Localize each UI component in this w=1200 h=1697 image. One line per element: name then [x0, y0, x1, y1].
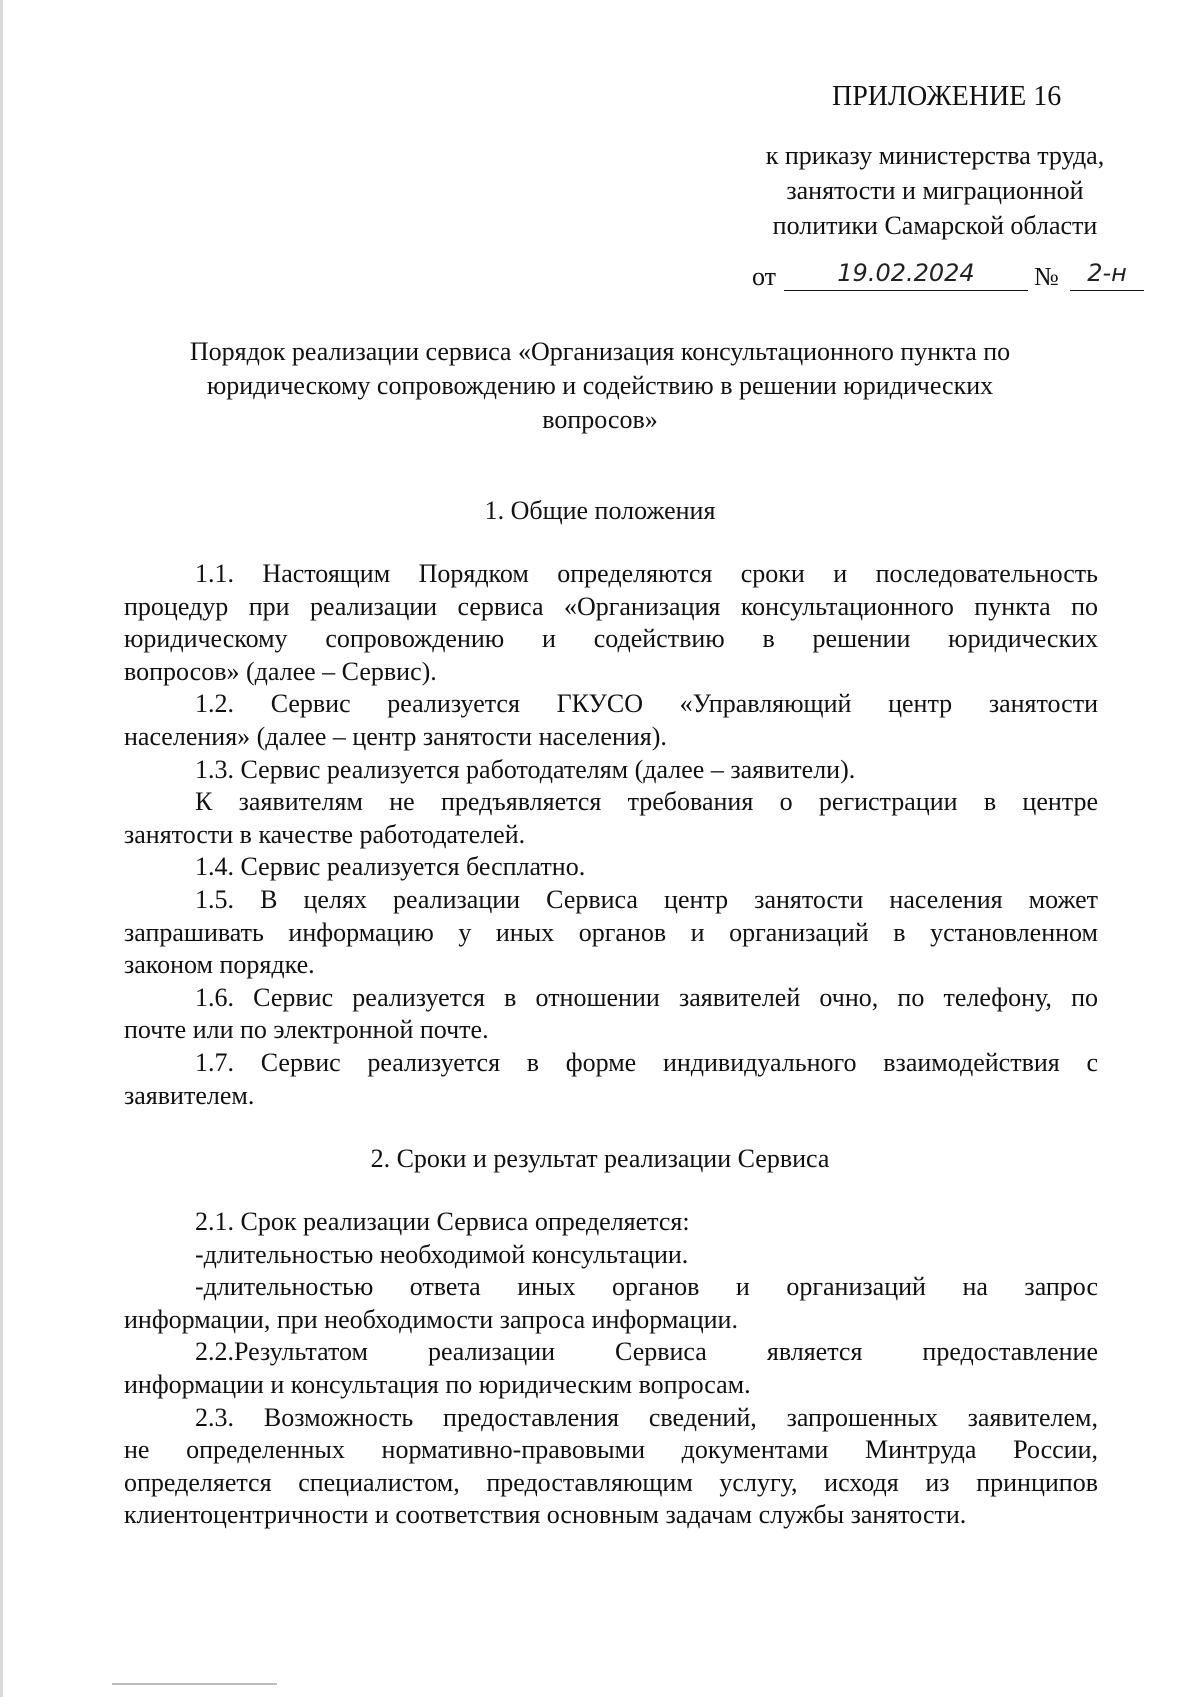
paragraph-line: клиентоцентричности и соответствия основным задачам службы занятости. — [124, 1500, 967, 1530]
order-reference-line: политики Самарской области — [772, 211, 1098, 240]
handwritten-date: 19.02.2024 — [784, 258, 1028, 291]
paragraph-line: -длительностью необходимой консультации. — [195, 1239, 689, 1269]
paragraph-line: 1.3. Сервис реализуется работодателям (далее – заявители). — [195, 754, 856, 784]
document-title-line: вопросов» — [542, 405, 658, 434]
document-title-line: Порядок реализации сервиса «Организация консультационного пункта по — [189, 337, 1011, 366]
paragraph — [124, 754, 1098, 787]
order-date-number-line — [752, 258, 1144, 298]
paragraph-line: К заявителям не предъявляется требования о регистрации в центре — [195, 787, 1098, 817]
paragraph — [124, 1206, 1098, 1239]
paragraph-line: 1.1. Настоящим Порядком определяются сроки и последовательность — [195, 559, 1098, 588]
paragraph — [124, 1271, 1098, 1336]
paragraph — [124, 982, 1098, 1047]
paragraph-line: запрашивать информацию у иных органов и организаций в установленном — [124, 917, 1098, 947]
section-heading: 1. Общие положения — [484, 496, 716, 525]
scan-edge — [0, 0, 3, 1697]
paragraph — [124, 1402, 1098, 1532]
paragraph-line: 1.5. В целях реализации Сервиса центр занятости населения может — [195, 884, 1098, 914]
paragraph-line: информации, при необходимости запроса информации. — [124, 1304, 738, 1334]
paragraph-line: информации и консультация по юридическим вопросам. — [124, 1369, 751, 1399]
paragraph-line: вопросов» (далее – Сервис). — [124, 656, 437, 686]
paragraph-line: не определенных нормативно-правовыми документами Минтруда России, — [124, 1435, 1098, 1465]
paragraph-line: законом порядке. — [124, 950, 315, 980]
paragraph — [124, 786, 1098, 851]
paragraph-line: 2.2.Результатом реализации Сервиса является предоставление — [195, 1337, 1098, 1367]
paragraph — [124, 884, 1098, 982]
date-prefix: от — [752, 262, 777, 291]
paragraph-line: -длительностью ответа иных органов и организаций на запрос — [195, 1272, 1098, 1302]
paragraph — [124, 1047, 1098, 1112]
paragraph-line: юридическому сопровождению и содействию в решении юридических — [124, 624, 1098, 654]
paragraph-line: 1.7. Сервис реализуется в форме индивидуального взаимодействия с — [195, 1047, 1098, 1077]
section-heading: 2. Сроки и результат реализации Сервиса — [370, 1144, 830, 1173]
paragraph-line: 2.1. Срок реализации Сервиса определяется: — [195, 1207, 690, 1236]
paragraph-line: почте или по электронной почте. — [124, 1015, 489, 1045]
paragraph-line: 1.4. Сервис реализуется бесплатно. — [195, 852, 586, 882]
paragraph — [124, 688, 1098, 753]
order-reference-line: занятости и миграционной — [786, 176, 1084, 205]
document-title — [150, 335, 1050, 437]
paragraph-line: определяется специалистом, предоставляющим услугу, исходя из принципов — [124, 1467, 1098, 1497]
paragraph-line: 1.2. Сервис реализуется ГКУСО «Управляющий центр занятости — [195, 689, 1098, 719]
paragraph-line: 1.6. Сервис реализуется в отношении заявителей очно, по телефону, по — [195, 982, 1098, 1012]
number-prefix: № — [1034, 262, 1059, 291]
paragraph — [124, 1336, 1098, 1401]
paragraph-line: 2.3. Возможность предоставления сведений, запрошенных заявителем, — [195, 1402, 1098, 1432]
section-body — [124, 558, 1098, 1112]
paragraph — [124, 558, 1098, 688]
paragraph-line: заявителем. — [124, 1080, 255, 1110]
paragraph — [124, 1239, 1098, 1272]
paragraph-line: процедур при реализации сервиса «Организация консультационного пункта по — [124, 591, 1098, 621]
section-body — [124, 1206, 1098, 1532]
paragraph-line: занятости в качестве работодателей. — [124, 819, 526, 849]
document-title-line: юридическому сопровождению и содействию в решении юридических — [206, 371, 994, 400]
order-reference — [735, 138, 1135, 243]
handwritten-number: 2-н — [1070, 258, 1144, 291]
paragraph — [124, 851, 1098, 884]
order-reference-line: к приказу министерства труда, — [765, 141, 1105, 170]
paragraph-line: населения» (далее – центр занятости населения). — [124, 721, 667, 751]
bottom-rule — [112, 1683, 277, 1685]
appendix-title: ПРИЛОЖЕНИЕ 16 — [832, 81, 1062, 112]
